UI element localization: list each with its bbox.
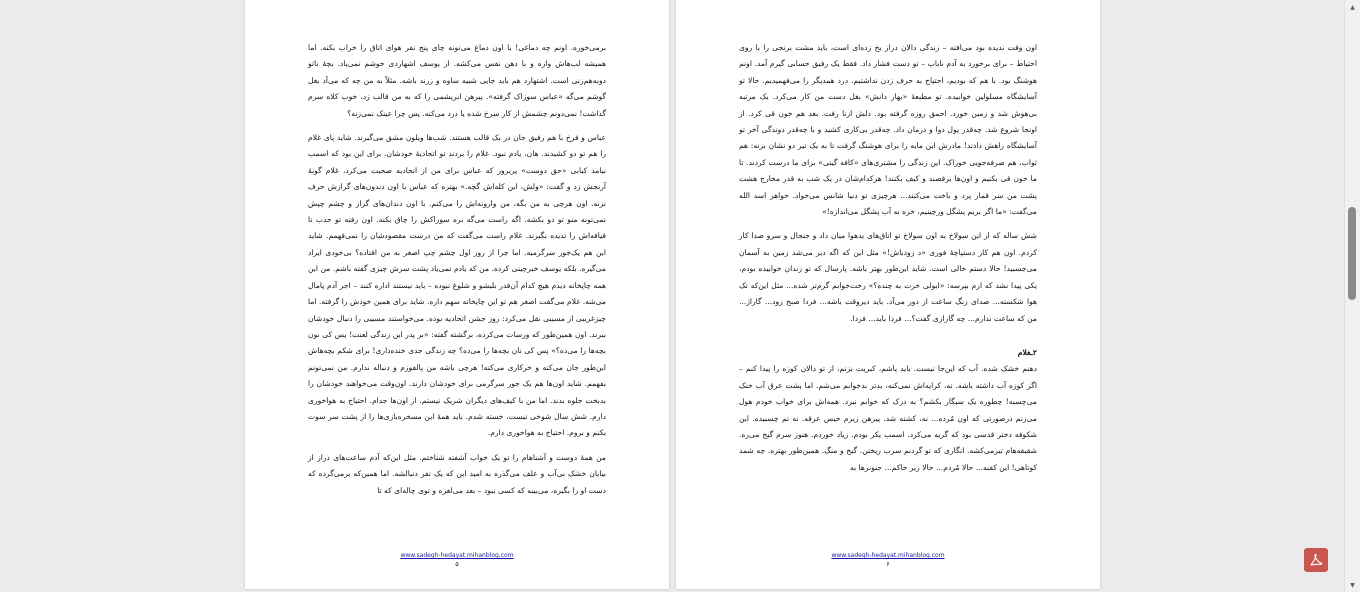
section-heading: ۲ـغلام <box>1017 347 1037 357</box>
page-5-paragraph-2: عباس و فرخ با هم رفیق جان در یک قالب هستند. شب‌ها ویلون مشق می‌گیرند. شاید پای غلام را هم تو دو کشیدند. هان، یادم نبود. غلام را بردند تو اتحادیهٔ خودشان. برای این بود که اسمب نیامد کبابی «حق دوست» پریروز که عباس برای من از اتحادیه صحبت می‌کرد، غلام گونهٔ آرنجش زد و گفت: «ولش، این کله‌اش گچه.» بهتره که عباس با اون دندون‌های گرازش حرف نزنه. اون هرچی به من بگه، من وارونه‌اش را می‌کنم. با اون دندان‌های گراز و چشم چپش نمی‌تونه منو تو دو بکشه. اگه راست می‌گه بره سوراکش را چاق بکنه. اون رفته تو حذب تا قیافه‌اش را تدیده بگیرند. غلام راست می‌گفت که من درست مقصودشان را نمی‌فهمم. شاید این هم یک‌جور سرگرمیه. اما چرا از روز اول چشم چپ اصغر به من افتاده؟ بی‌خودی ایراد می‌گیره. بلکه یوسف خبرچینی کرده. من که یادم نمی‌یاد پشت سرش چیزی گفته باشم. من این همه چاپخانه دیدم هیچ کدام آن‌قدر بلبشو و شلوغ نبوده – باید نیستند اداره کنند – اجر آدم پامال می‌شه. غلام می‌گفت اصغر هم تو این چاپخانه سهم داره. شاید برای همین خودش را گرفته. اما چیزغریبی از مسیبی نقل می‌کرد: روز جشن اتحادیه بوده. می‌خواستند مسیبی را دنبال خودشان ببرند. اون همین‌طور که ورسات می‌کرده، برگشته گفته: «بر پدر این زندگی لعنت! پس کی نون بچه‌ها را می‌ده؟» پس کی نان بچه‌ها را می‌ده؟ چه زندگی جدی خنده‌داری! برای شکم بچه‌هاش این‌طور جان می‌کنه و خرکاری می‌کنه! هرچی باشه من پالفوزم و دنباله ندارم. من نمی‌تونم بفهمم. شاید اون‌ها هم یک جور سرگرمی برای خودشان دارند. اون‌وقت می‌خواهند خودشان را بدبخت جلوه بدند. اما من با کیف‌های دیگران شریک نیستم. از اون‌ها جدام. احتیاج به هواخوری دارم. شش سال شوخی نیست، خسته شدم. باید همهٔ این مسخره‌بازی‌ها را از پشت سر سوت بکنم و بروم. احتیاج به هواخوری دارم. <box>308 133 606 438</box>
footer-link[interactable]: www.sadegh-hedayat.mihanblog.com <box>400 552 514 559</box>
page-number: ۶ <box>886 560 890 568</box>
chevron-up-icon[interactable]: ▲ <box>1350 3 1355 11</box>
page-6-footer <box>676 552 1100 568</box>
vertical-scrollbar[interactable] <box>1344 0 1360 592</box>
chevron-down-icon[interactable]: ▼ <box>1350 581 1355 589</box>
page-5 <box>245 0 669 589</box>
page-5-paragraph-3: من همهٔ دوست و آشناهام را تو یک خواب آشفته شناختم. مثل این‌که آدم ساعت‌های دراز از بیابان خشک بی‌آب و علف می‌گذره به امید این که یک نفر دنبالشه. اما همین‌که برمی‌گرده که دست او را بگیره، می‌بینه که کسی نبود – بعد می‌لغزه و توی چاله‌ای که تا <box>308 452 606 495</box>
page-6-paragraph-2: شش ساله که از این سولاخ به اون سولاخ تو اتاق‌های بدهوا میان داد و جنجال و سرو صدا کار کردم. اون هم کار دستپاچهٔ فوری «د زودباش!» مثل این که اگه دیر می‌شد زمین به آسمان می‌چسبید! حالا دستم خالی است. شاید این‌طور بهتر باشه. پارسال که تو زندان خوابیده بودم، یکی پیدا نشد که ازم بپرسه: «ابولی خرت به چنده؟» رخت‌خوابم گرم‌تر شده... مثل این‌که تک هوا شکسته... صدای زنگ ساعت از دور می‌آد. باید دیروقت باشه... فردا صبح زود... گاراژ... من که ساعت ندارم... چه گارازی گفت؟... فردا باید... فردا. <box>739 231 1037 323</box>
scrollbar-thumb[interactable] <box>1348 207 1356 300</box>
footer-link[interactable]: www.sadegh-hedayat.mihanblog.com <box>831 552 945 559</box>
pdf-icon <box>1308 552 1324 568</box>
page-number: ۵ <box>455 560 459 568</box>
page-6 <box>676 0 1100 589</box>
page-6-paragraph-1: اون وقت ندیده بود می‌افته – زندگی دالان دراز یخ زده‌ای است، باید مشت برنجی را با روی احتیاط – برای برخورد به آدم ناباب – تو دست فشار داد. فقط یک رفیق حسابی گیرم آمد. اونم هوشنگ بود. با هم که بودیم، احتیاج به حرف زدن نداشتیم. درد همدیگر را می‌فهمیدیم. حالا تو آسایشگاه مسلولین خوابیده. تو مطبعهٔ «بهار دانش» بغل دست من کار می‌کرد. یک مرتبه بی‌هوش شد و زمین خورد. احمق روزه گرفته بود. دلش ازنا رفت. بعد هم خون قی کرد. از اونجا شروع شد. چه‌قدر پول دوا و درمان داد. چه‌قدر بی‌کاری کشید و با چه‌قدر دوندگی آخر تو آسایشگاه راهش دادند! مادرش این مایه را برای هوشنگ گرفت تا به یک تیر دو نشان بزنه: هم ثواب، هم صرفه‌جویی خوراک. این زندگی را مشتری‌های «کافه گیتی» برای ما درست کردند. تا ما خون قی بکنیم و اون‌ها برقصند و کیف بکنند! هرکدام‌شان در یک شب به قدر مخارج هشت پشت من سر قمار پرد و باخت می‌کنند... هرچیزی تو دنیا شانس می‌خواد. خواهر اسد الله می‌گفت: «ما اگر بریم پشگل ورچینیم، خره به آب پشگل می‌اندازه!» <box>739 43 1037 217</box>
page-6-paragraph-3: دهنم خشک شده. آب که این‌جا نیست. باید پاشم، کبریت بزنم، از تو دالان کوزه را پیدا کنم – اگر کوزه آب داشته باشه. نه، کرایه‌اش نمی‌کنه، بدتر بدخوابم می‌شم. اما پشت عرق آب خنک می‌چسبه! چطوره یک سیگار بکشم؟ به درک که خوابم نبرد. همه‌اش برای خواب خودم هول می‌زنم درصورتی که اون مُرده... نه، کشته شد. پیرهن زیرم خیس عرقه. نه تم چسبیده. این شکوفه دختر قدسی بود که گریه می‌کرد. اسمب یکر بودم. زیاد خوردم. هنوز سرم گیج می‌ره. شقیقه‌هام تیر‌می‌کشه. انگاری که تو گردنم سرب ریختن. گیج و منگ. همین‌طور بهتره. چه شمد کوتاهی! این کفنه... حالا مُردم... حالا زیر خاکم... جنونرها به <box>739 364 1037 472</box>
page-5-text <box>308 40 606 507</box>
page-5-footer <box>245 552 669 568</box>
pdf-tools-button[interactable] <box>1304 548 1328 572</box>
page-6-text <box>739 40 1037 484</box>
page-5-paragraph-1: برمی‌خوره. اونم چه دماغی! یا اون دماغ می‌تونه چای پنج نفر هوای اتاق را خراب بکنه. اما همیشه لب‌هاش وازه و با دهن نفس می‌کشه. از یوسف اشهاردی خوشم نمی‌یاد. بچهٔ ناتو دوبه‌هم‌زنی است. اشتهارد هم باید جایی شبیه ساوه و زرند باشه. مثلاً به من چه که می‌آد بغل گوشم می‌گه «عباس سوزاک گرفته». پیرهن ابریشمی را که به من قالب زد، خوب کلاه سرم گذاشت! نمی‌دونم چشمش از کار سرخ شده یا درد می‌کنه. پس چرا عینک نمی‌زنه؟ <box>308 43 606 118</box>
